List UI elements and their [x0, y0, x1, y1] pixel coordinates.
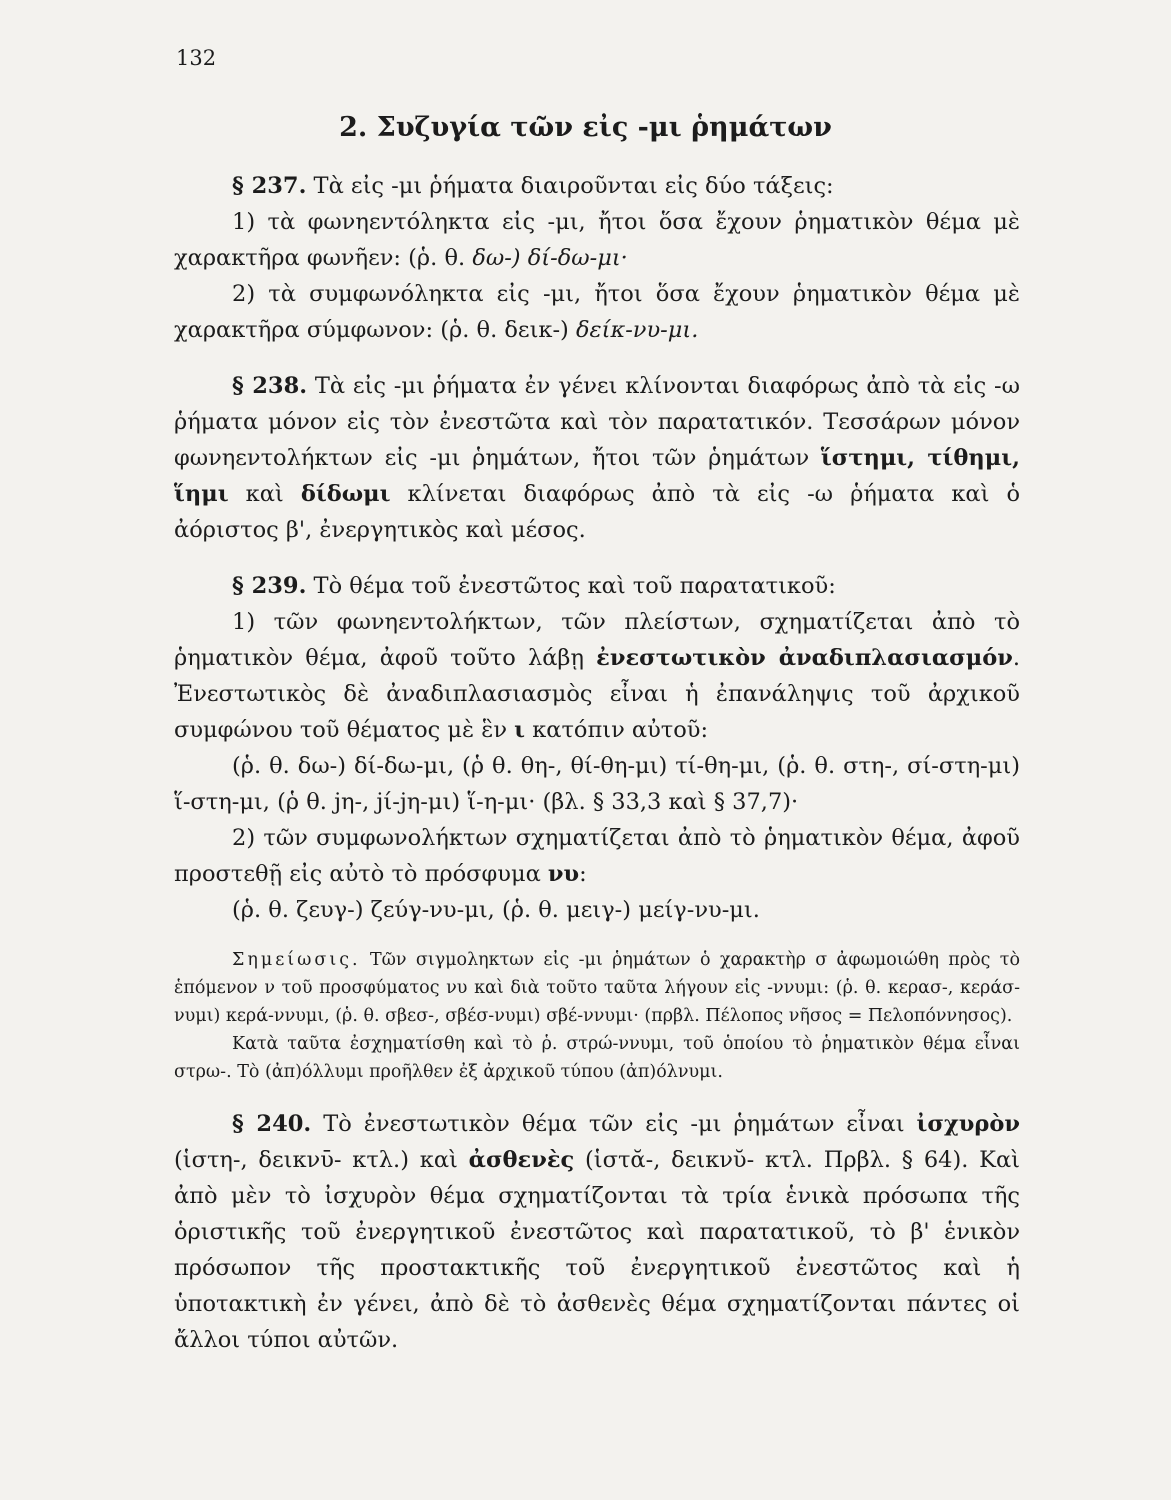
section-number: § 240. [232, 1111, 312, 1137]
section-238 [174, 368, 1020, 548]
section-number: § 238. [232, 373, 308, 399]
text: (ἱστᾰ-, δεικνῠ- κτλ. Πρβλ. § 64). Καὶ ἀπὸ μὲν τὸ ἰσχυρὸν θέμα σχηματίζονται τὰ τρία ἑνικὰ πρόσωπα τῆς ὁριστικῆς τοῦ ἐνεργητικοῦ ἐνεστῶτος καὶ παρατατικοῦ, τὸ β' ἑνικὸν πρόσωπον τῆς προστακτικῆς τοῦ ἐνεργητικοῦ ἐνεστῶτος καὶ ἡ ὑποτακτικὴ ἐν γένει, ἀπὸ δὲ τὸ ἀσθενὲς θέμα σχηματίζονται πάντες οἱ ἄλλοι τύποι αὐτῶν. [174, 1147, 1021, 1353]
text: Τὸ θέμα τοῦ ἐνεστῶτος καὶ τοῦ παρατατικοῦ: [306, 573, 836, 599]
paragraph [174, 168, 1020, 204]
section-heading: 2. Συζυγία τῶν εἰς -μι ῥημάτων [339, 112, 832, 143]
text: Τὸ ἐνεστωτικὸν θέμα τῶν εἰς -μι ῥημάτων εἶναι [311, 1111, 917, 1137]
section-237 [174, 168, 1020, 348]
section-number: § 237. [232, 173, 307, 199]
text: : [579, 861, 587, 887]
note-paragraph [174, 946, 1020, 1030]
example-line: (ῥ. θ. ζευγ-) ζεύγ-νυ-μι, (ῥ. θ. μειγ-) μείγ-νυ-μι. [232, 897, 760, 923]
text: Τὰ εἰς -μι ῥήματα ἐν γένει κλίνονται διαφόρως ἀπὸ τὰ εἰς -ω ῥήματα μόνον εἰς τὸν ἐνεστῶτα καὶ τὸν παρατατικόν. Τεσσάρων μόνον φωνηεντολήκτων εἰς -μι ῥημάτων, ἤτοι τῶν ῥημάτων [174, 373, 1020, 471]
paragraph [174, 1106, 1020, 1358]
emphasis: ἰσχυρὸν [916, 1111, 1020, 1137]
note-label: Σημείωσις. [232, 950, 361, 970]
section-number: § 239. [232, 573, 307, 599]
page-number: 132 [176, 46, 217, 70]
text: 2) τῶν συμφωνολήκτων σχηματίζεται ἀπὸ τὸ ῥηματικὸν θέμα, ἀφοῦ προστεθῇ εἰς αὐτὸ τὸ πρόσφυμα [174, 825, 1020, 887]
emphasis: ἐνεστωτικὸν ἀναδιπλασιασμόν [596, 645, 1013, 671]
section-240 [174, 1106, 1020, 1358]
paragraph [174, 276, 1020, 348]
text: 1) τῶν φωνηεντολήκτων, τῶν πλείστων, σχηματίζεται ἀπὸ τὸ ῥηματικὸν θέμα, ἀφοῦ τοῦτο λάβῃ [174, 609, 1020, 671]
emphasis: ἀσθενὲς [468, 1147, 575, 1173]
text: (ἱστη-, δεικνῡ- κτλ.) καὶ [174, 1147, 469, 1173]
example: δω-) δί-δω-μι· [472, 245, 628, 271]
note-block [174, 946, 1020, 1086]
section-239 [174, 568, 1020, 928]
text: 2) τὰ συμφωνόληκτα εἰς -μι, ἤτοι ὅσα ἔχουν ῥηματικὸν θέμα μὲ χαρακτῆρα σύμφωνον: (ῥ. θ. δεικ-) [174, 281, 1020, 343]
text: . Ἐνεστωτικὸς δὲ ἀναδιπλασιασμὸς εἶναι ἡ ἐπανάληψις τοῦ ἀρχικοῦ συμφώνου τοῦ θέματος μὲ ἓν [174, 645, 1021, 743]
paragraph [174, 604, 1020, 748]
text: κατόπιν αὐτοῦ: [525, 717, 709, 743]
emphasis: ι [514, 717, 526, 743]
paragraph [174, 568, 1020, 604]
body-text [174, 168, 1020, 1358]
text: 1) τὰ φωνηεντόληκτα εἰς -μι, ἤτοι ὅσα ἔχουν ῥηματικὸν θέμα μὲ χαρακτῆρα φωνῆεν: (ῥ. θ. [174, 209, 1020, 271]
paragraph [174, 820, 1020, 892]
emphasis: νυ [547, 861, 580, 887]
paragraph [174, 204, 1020, 276]
text: καὶ [228, 481, 301, 507]
note-paragraph: Κατὰ ταῦτα ἐσχηματίσθη καὶ τὸ ῥ. στρώ-ννυμι, τοῦ ὁποίου τὸ ῥηματικὸν θέμα εἶναι στρω-. Τὸ (ἀπ)όλλυμι προῆλθεν ἐξ ἀρχικοῦ τύπου (ἀπ)όλνυμι. [174, 1034, 1020, 1082]
paragraph [174, 368, 1020, 548]
emphasis: ἵστημι, τίθημι, ἵημι [174, 445, 1020, 507]
emphasis: δίδωμι [300, 481, 391, 507]
example-line: (ῥ. θ. δω-) δί-δω-μι, (ῥ θ. θη-, θί-θη-μι) τί-θη-μι, (ῥ. θ. στη-, σί-στη-μι) ἵ-στη-μι, (ῥ θ. jη-, jί-jη-μι) ἵ-η-μι· (βλ. § 33,3 καὶ § 37,7)· [174, 753, 1020, 815]
text: κλίνεται διαφόρως ἀπὸ τὰ εἰς -ω ῥήματα καὶ ὁ ἀόριστος β', ἐνεργητικὸς καὶ μέσος. [174, 481, 1020, 543]
example: δείκ-νυ-μι. [576, 317, 699, 343]
text: Τὰ εἰς -μι ῥήματα διαιροῦνται εἰς δύο τάξεις: [306, 173, 834, 199]
text: Τῶν σιγμοληκτων εἰς -μι ῥημάτων ὁ χαρακτὴρ σ ἀφωμοιώθη πρὸς τὸ ἑπόμενον ν τοῦ προσφύματος νυ καὶ διὰ τοῦτο ταῦτα λήγουν εἰς -ννυμι: (ῥ. θ. κερασ-, κεράσ-νυμι) κερά-ννυμι, (ῥ. θ. σβεσ-, σβέσ-νυμι) σβέ-ννυμι· (πρβλ. Πέλοπος νῆσος = Πελοπόννησος). [174, 950, 1020, 1026]
